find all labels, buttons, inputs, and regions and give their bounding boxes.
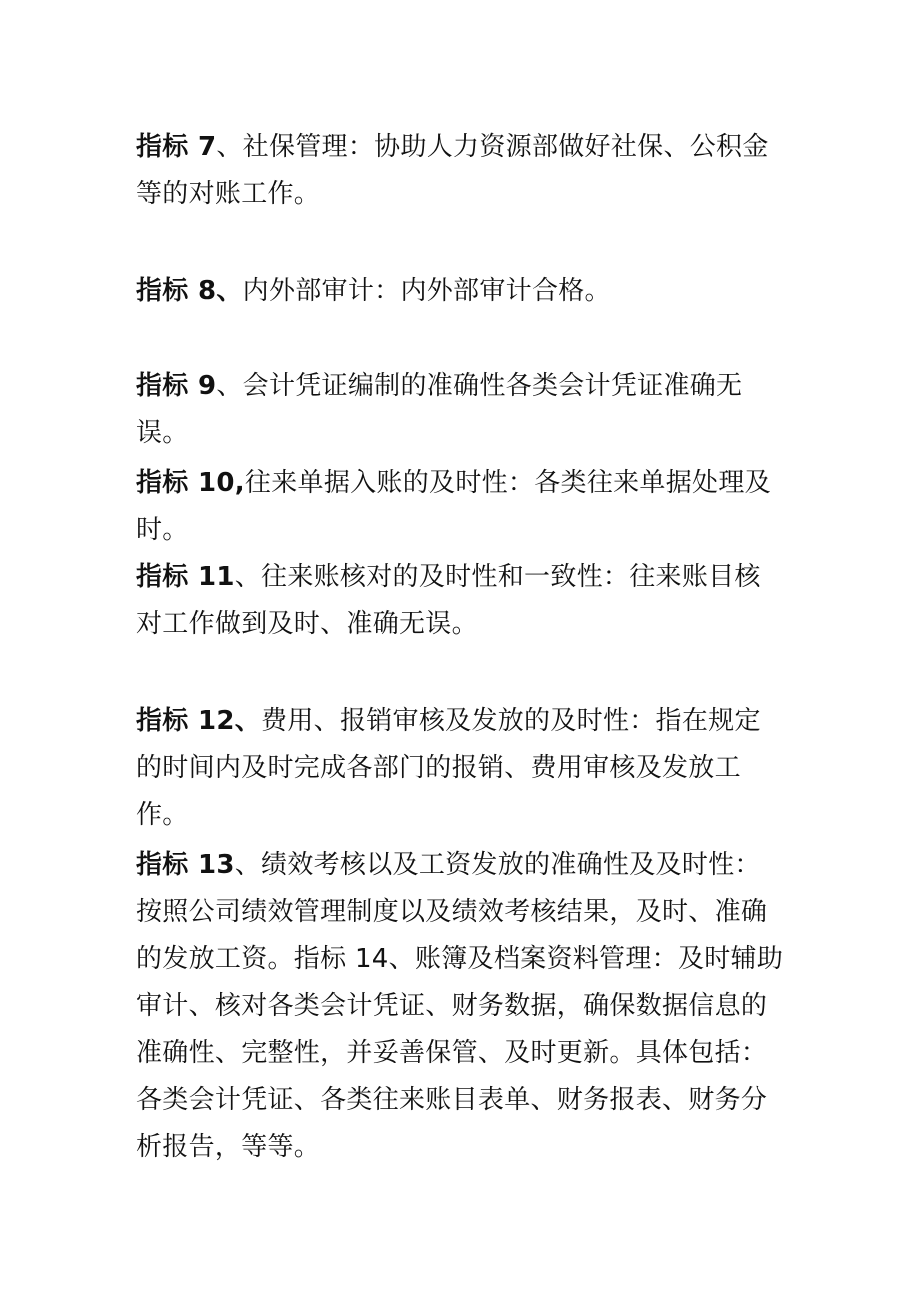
indicator-13-text: 、绩效考核以及工资发放的准确性及及时性：按照公司绩效管理制度以及绩效考核结果，及时、准确的发放工资。指标 14、账簿及档案资料管理：及时辅助审计、核对各类会计凭证、财务数据，确保数据信息的准确性、完整性，并妥善保管、及时更新。具体包括：各类会计凭证、各类往来账目表单、财务报表、财务分析报告，等等。 bbox=[136, 850, 784, 1162]
indicator-7-text: 、社保管理：协助人力资源部做好社保、公积金等的对账工作。 bbox=[136, 132, 769, 209]
indicator-10-label: 指标 10, bbox=[136, 468, 245, 498]
indicator-12-text: 费用、报销审核及发放的及时性：指在规定的时间内及时完成各部门的报销、费用审核及发放工作。 bbox=[136, 706, 761, 830]
indicator-13-label: 指标 13 bbox=[136, 850, 235, 880]
indicator-11-label: 指标 11 bbox=[136, 562, 235, 592]
indicator-13-paragraph bbox=[136, 842, 786, 1171]
indicator-8-text: 内外部审计：内外部审计合格。 bbox=[242, 276, 611, 306]
indicator-9-paragraph bbox=[136, 363, 786, 457]
indicator-8-label: 指标 8、 bbox=[136, 276, 243, 306]
indicator-12-paragraph bbox=[136, 698, 786, 839]
indicator-10-paragraph bbox=[136, 460, 786, 554]
indicator-7-paragraph bbox=[136, 124, 786, 218]
indicator-8-paragraph bbox=[136, 268, 786, 315]
indicator-9-label: 指标 9 bbox=[136, 371, 217, 401]
indicator-12-label: 指标 12、 bbox=[136, 706, 262, 736]
indicator-11-paragraph bbox=[136, 554, 786, 648]
indicator-9-text: 、会计凭证编制的准确性各类会计凭证准确无误。 bbox=[136, 371, 743, 448]
indicator-11-text: 、往来账核对的及时性和一致性：往来账目核对工作做到及时、准确无误。 bbox=[136, 562, 761, 639]
indicator-10-text: 往来单据入账的及时性：各类往来单据处理及时。 bbox=[136, 468, 771, 545]
indicator-7-label: 指标 7 bbox=[136, 132, 217, 162]
